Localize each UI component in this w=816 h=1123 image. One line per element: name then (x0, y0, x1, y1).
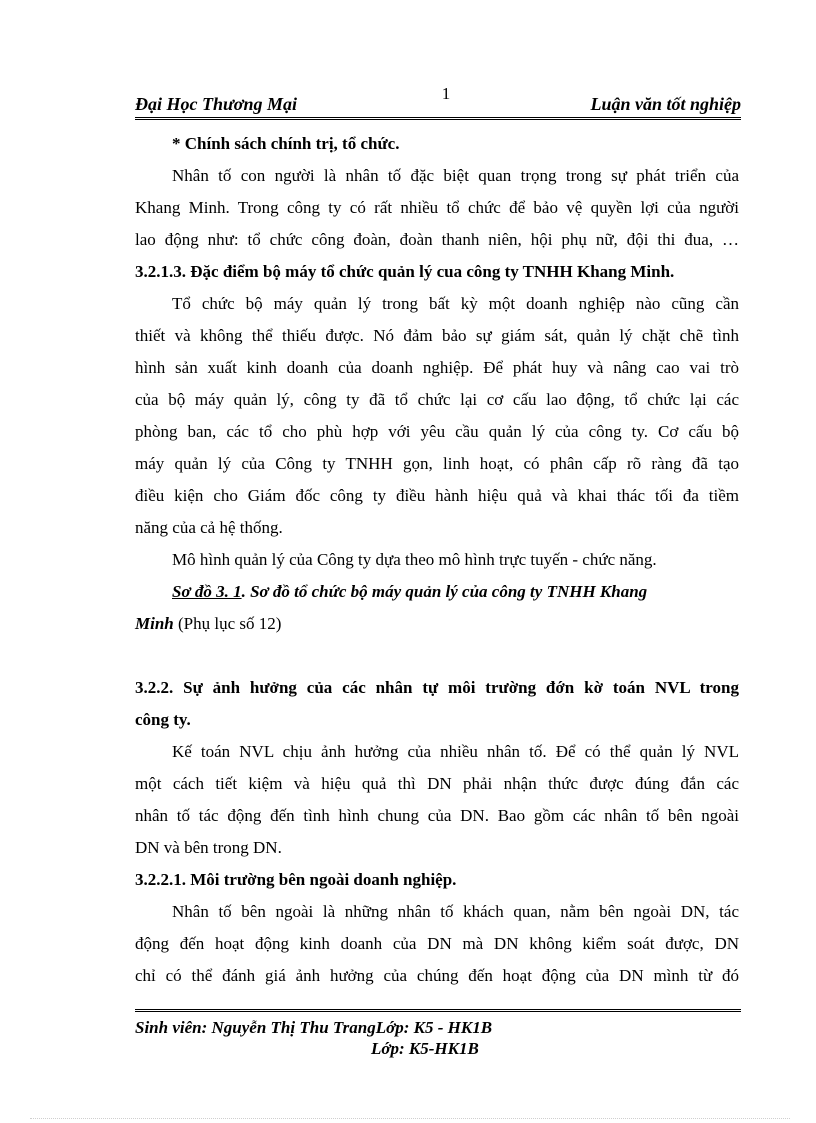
text-line: thiết và không thể thiếu được. Nó đảm bảo sự giám sát, quản lý chặt chẽ tình (135, 326, 739, 345)
text-line: Kế toán NVL chịu ảnh hưởng của nhiều nhân tố. Để có thể quản lý NVL (172, 742, 739, 761)
policy-heading: * Chính sách chính trị, tổ chức. (172, 134, 400, 153)
section-3213-paragraph (135, 288, 739, 544)
diagram-caption (135, 576, 739, 608)
text-line: lao động như: tổ chức công đoàn, đoàn thanh niên, hội phụ nữ, đội thi đua, … (135, 230, 739, 249)
page-edge-divider (30, 1118, 790, 1119)
text-line: Khang Minh. Trong công ty có rất nhiều tổ chức để bảo vệ quyền lợi của người (135, 198, 739, 217)
section-3213-heading: 3.2.1.3. Đặc điểm bộ máy tổ chức quản lý cua công ty TNHH Khang Minh. (135, 262, 675, 281)
page-header (135, 92, 741, 120)
page-number: 1 (441, 84, 451, 103)
diagram-title-cont: Minh (135, 614, 174, 633)
model-line: Mô hình quản lý của Công ty dựa theo mô hình trực tuyến - chức năng. (172, 550, 657, 569)
heading-line: 3.2.2. Sự ảnh hưởng của các nhân tự môi trường đớn kờ toán NVL trong (135, 678, 739, 697)
policy-paragraph (135, 160, 739, 256)
diagram-label: Sơ đồ 3. 1 (172, 582, 242, 601)
text-line: DN và bên trong DN. (135, 838, 282, 857)
text-line: chỉ có thể đánh giá ảnh hưởng của chúng đến hoạt động của DN mình từ đó (135, 966, 739, 985)
text-line: Tổ chức bộ máy quản lý trong bất kỳ một doanh nghiệp nào cũng cần (172, 294, 739, 313)
header-university: Đại Học Thương Mại (135, 94, 297, 114)
text-line: hình sản xuất kinh doanh của doanh nghiệp. Để phát huy và nâng cao vai trò (135, 358, 739, 377)
document-body (135, 128, 739, 992)
footer-student: Sinh viên: Nguyễn Thị Thu TrangLớp: K5 - HK1B (135, 1018, 493, 1037)
diagram-title: . Sơ đồ tổ chức bộ máy quản lý của công ty TNHH Khang (241, 582, 648, 601)
text-line: một cách tiết kiệm và hiệu quả thì DN phải nhận thức được đúng đắn các (135, 774, 739, 793)
diagram-caption-cont (135, 608, 739, 640)
section-3221-paragraph (135, 896, 739, 992)
header-thesis-title: Luận văn tốt nghiệp (590, 94, 741, 114)
diagram-appendix-ref: (Phụ lục số 12) (178, 614, 282, 633)
text-line: Nhân tố con người là nhân tố đặc biệt quan trọng trong sự phát triển của (172, 166, 739, 185)
page-footer (135, 1017, 741, 1059)
text-line: nhân tố tác động đến tình hình chung của DN. Bao gồm các nhân tố bên ngoài (135, 806, 739, 825)
text-line: năng của cả hệ thống. (135, 518, 283, 537)
section-322-paragraph (135, 736, 739, 864)
heading-line: công ty. (135, 710, 191, 729)
text-line: máy quản lý của Công ty TNHH gọn, linh hoạt, có phân cấp rõ ràng đã tạo (135, 454, 739, 473)
text-line: của bộ máy quản lý, công ty đã tổ chức lại cơ cấu lao động, tổ chức lại các (135, 390, 739, 409)
text-line: Nhân tố bên ngoài là những nhân tố khách quan, nằm bên ngoài DN, tác (172, 902, 739, 921)
section-322-heading (135, 672, 739, 736)
footer-class: Lớp: K5-HK1B (371, 1039, 479, 1058)
text-line: phòng ban, các tổ cho phù hợp với yêu cầu quản lý của công ty. Cơ cấu bộ (135, 422, 739, 441)
section-3221-heading: 3.2.2.1. Môi trường bên ngoài doanh nghiệp. (135, 870, 457, 889)
spacer (135, 640, 739, 672)
footer-divider (135, 1009, 741, 1012)
text-line: động đến hoạt động kinh doanh của DN mà DN không kiểm soát được, DN (135, 934, 739, 953)
text-line: điều kiện cho Giám đốc công ty điều hành hiệu quả và khai thác tối đa tiềm (135, 486, 739, 505)
